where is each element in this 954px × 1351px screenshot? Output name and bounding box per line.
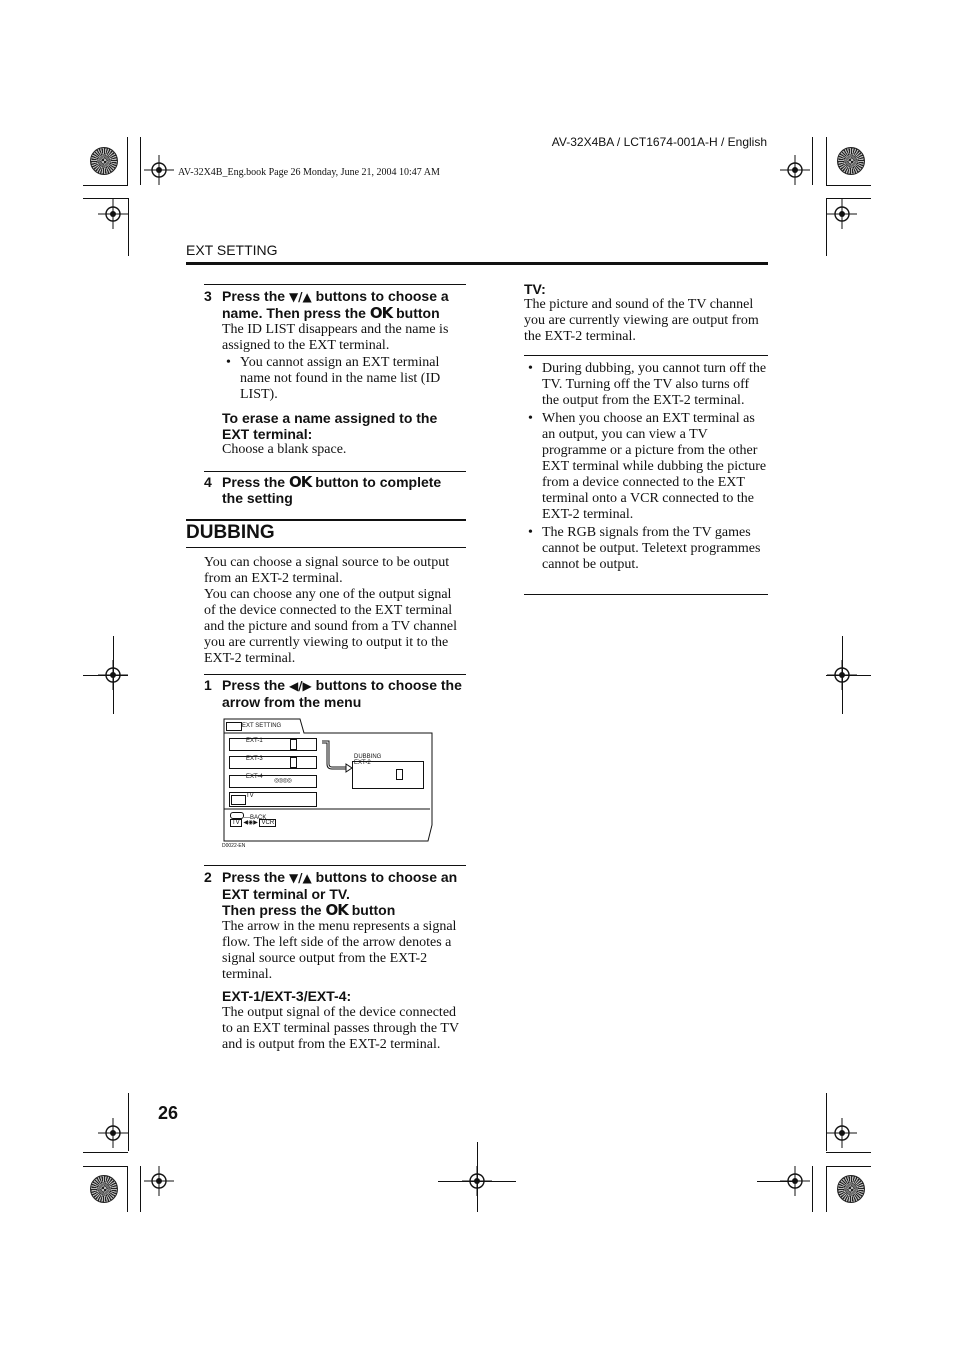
ok-button-icon: OK (325, 901, 348, 919)
av-jacks-icon: ◎◎◎◎ (274, 778, 291, 784)
print-info: AV-32X4B_Eng.book Page 26 Monday, June 21, 2004 10:47 AM (178, 167, 440, 178)
figure-code: D0022-EN (222, 843, 246, 849)
dubbing-intro-2: You can choose any one of the output signal of the device connected to the EXT terminal and the picture and sound from a TV channel you are currently viewing to output it to the EXT-2 terminal. (204, 587, 457, 666)
step-1-number: 1 (204, 677, 212, 693)
scart-icon (396, 769, 403, 780)
step-2-number: 2 (204, 869, 212, 885)
dubbing-rule (186, 519, 466, 521)
erase-body: Choose a blank space. (222, 442, 347, 457)
dubbing-target-label: EXT-2 (354, 760, 371, 766)
crosshair-icon (827, 199, 857, 229)
section-title: EXT SETTING (186, 242, 278, 258)
down-up-arrows-icon: ▼/▲ (288, 290, 312, 304)
step-3-bullet: • You cannot assign an EXT terminal name not found in the name list (ID LIST). (222, 355, 466, 403)
step-3-body: The ID LIST disappears and the name is assigned to the EXT terminal. (222, 322, 449, 353)
crosshair-icon (98, 199, 128, 229)
step-4-number: 4 (204, 474, 212, 490)
registration-rosette-icon (837, 1175, 865, 1203)
step-2-heading: Press the ▼/▲ buttons to choose an EXT terminal or TV. Then press the OK button (222, 869, 458, 919)
dubbing-label: DUBBING (354, 754, 382, 760)
left-right-arrows-icon: ◀/▶ (288, 679, 312, 693)
ok-button-icon: OK (288, 473, 312, 491)
tv-icon (231, 795, 246, 805)
menu-tab-icon (226, 722, 242, 731)
menu-item-ext-1 (229, 738, 317, 751)
doc-id: AV-32X4BA / LCT1674-001A-H / English (551, 135, 767, 149)
step-4-heading: Press the OK button to complete the setting (222, 473, 442, 506)
crosshair-icon (144, 1166, 174, 1196)
menu-item-label: EXT-3 (246, 756, 263, 762)
ok-button-icon: OK (369, 304, 393, 322)
registration-rosette-icon (90, 147, 118, 175)
note-item: • The RGB signals from the TV games cannot be output. Teletext programmes cannot be output. (524, 525, 768, 573)
notes-list (524, 361, 768, 573)
menu-item-ext-4 (229, 775, 317, 788)
dubbing-title: DUBBING (186, 522, 275, 543)
tv-body: The picture and sound of the TV channel you are currently viewing are output from the EXT-2 terminal. (524, 297, 759, 344)
ext-heading: EXT-1/EXT-3/EXT-4: (222, 988, 352, 1004)
down-up-arrows-icon: ▼/▲ (288, 871, 312, 885)
note-item: • During dubbing, you cannot turn off the TV. Turning off the TV also turns off the output from the EXT-2 terminal. (524, 361, 768, 409)
crosshair-icon (144, 155, 174, 185)
registration-rosette-icon (90, 1175, 118, 1203)
step-1-heading: Press the ◀/▶ buttons to choose the arrow from the menu (222, 677, 462, 710)
menu-tab-label: EXT SETTING (242, 723, 282, 729)
erase-heading: To erase a name assigned to the EXT terminal: (222, 410, 438, 442)
header-rule (186, 262, 768, 265)
registration-rosette-icon (837, 147, 865, 175)
scart-icon (290, 739, 297, 750)
ext-setting-menu-figure (222, 717, 434, 855)
note-item: • When you choose an EXT terminal as an output, you can view a TV programme or a picture from the other EXT terminal while dubbing the picture from a device connected to the EXT terminal onto a VCR connected to the EXT-2 terminal. (524, 411, 768, 523)
menu-item-label: EXT-4 (246, 774, 263, 780)
dubbing-intro-1: You can choose a signal source to be output from an EXT-2 terminal. (204, 555, 450, 586)
tv-heading: TV: (524, 281, 546, 297)
crosshair-icon (98, 1118, 128, 1148)
step-2-body: The arrow in the menu represents a signal flow. The left side of the arrow denotes a signal source output from the EXT-2 terminal. (222, 919, 457, 982)
menu-item-ext-3 (229, 756, 317, 769)
step-3-number: 3 (204, 288, 212, 304)
crosshair-icon (827, 1118, 857, 1148)
nav-pad-icon: TV ◀◉▶ VCR (232, 820, 275, 826)
back-hint: —BACK (230, 812, 266, 822)
ext-body: The output signal of the device connected to an EXT terminal passes through the TV and is output from the EXT-2 terminal. (222, 1005, 459, 1052)
page-number: 26 (158, 1103, 179, 1123)
step-3-heading: Press the ▼/▲ buttons to choose a name. Then press the OK button (222, 288, 449, 322)
scart-icon (290, 757, 297, 768)
menu-item-label: EXT-1 (246, 738, 263, 744)
crosshair-icon (780, 155, 810, 185)
menu-item-label: TV (246, 793, 254, 799)
